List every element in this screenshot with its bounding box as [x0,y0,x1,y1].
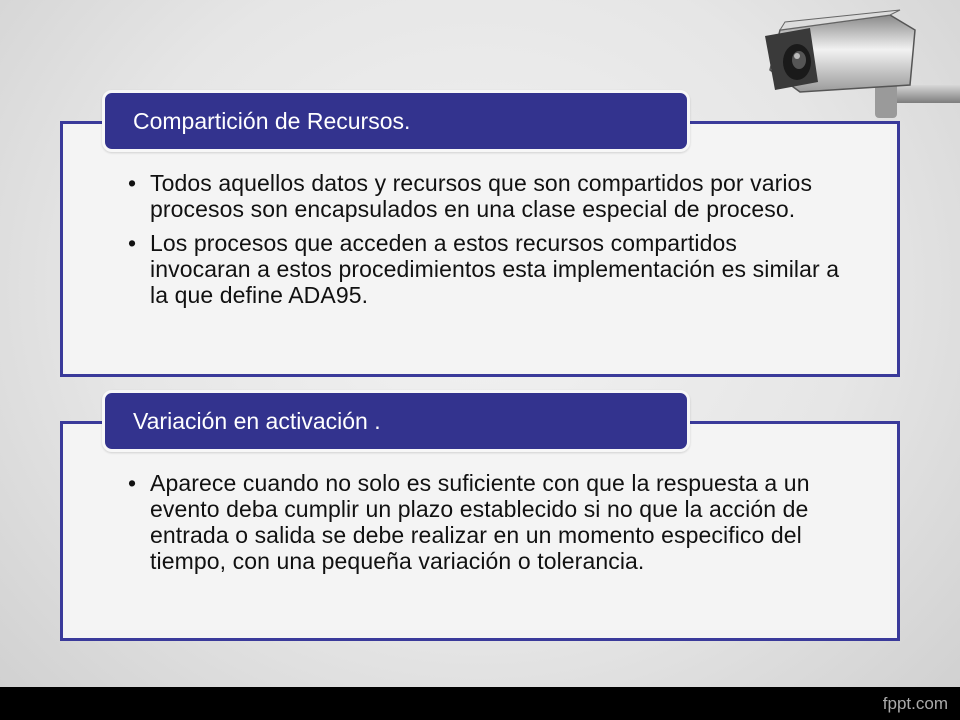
bullet-item [128,470,842,574]
section-1-bullet-list [128,170,842,308]
bullet-marker: • [128,170,137,196]
section-2-bullet-list [128,470,842,574]
bullet-text: Todos aquellos datos y recursos que son compartidos por varios procesos son encapsulados en una clase especial de proceso. [150,170,813,222]
section-1-panel [60,121,900,377]
section-1-heading: Compartición de Recursos. [102,90,690,152]
footer-bar [0,687,960,720]
bullet-marker: • [128,470,137,496]
bullet-item [128,170,842,222]
bullet-text: Los procesos que acceden a estos recursos compartidos invocaran a estos procedimientos esta implementación es similar a la que define ADA95. [150,230,840,308]
bullet-text: Aparece cuando no solo es suficiente con que la respuesta a un evento deba cumplir un plazo establecido si no que la acción de entrada o salida se debe realizar en un momento especifico del tiempo, con una pequeña variación o tolerancia. [150,470,810,574]
section-2-panel [60,421,900,641]
bullet-marker: • [128,230,137,256]
footer-brand[interactable]: fppt.com [882,694,948,713]
section-2-heading: Variación en activación . [102,390,690,452]
bullet-item [128,230,842,308]
